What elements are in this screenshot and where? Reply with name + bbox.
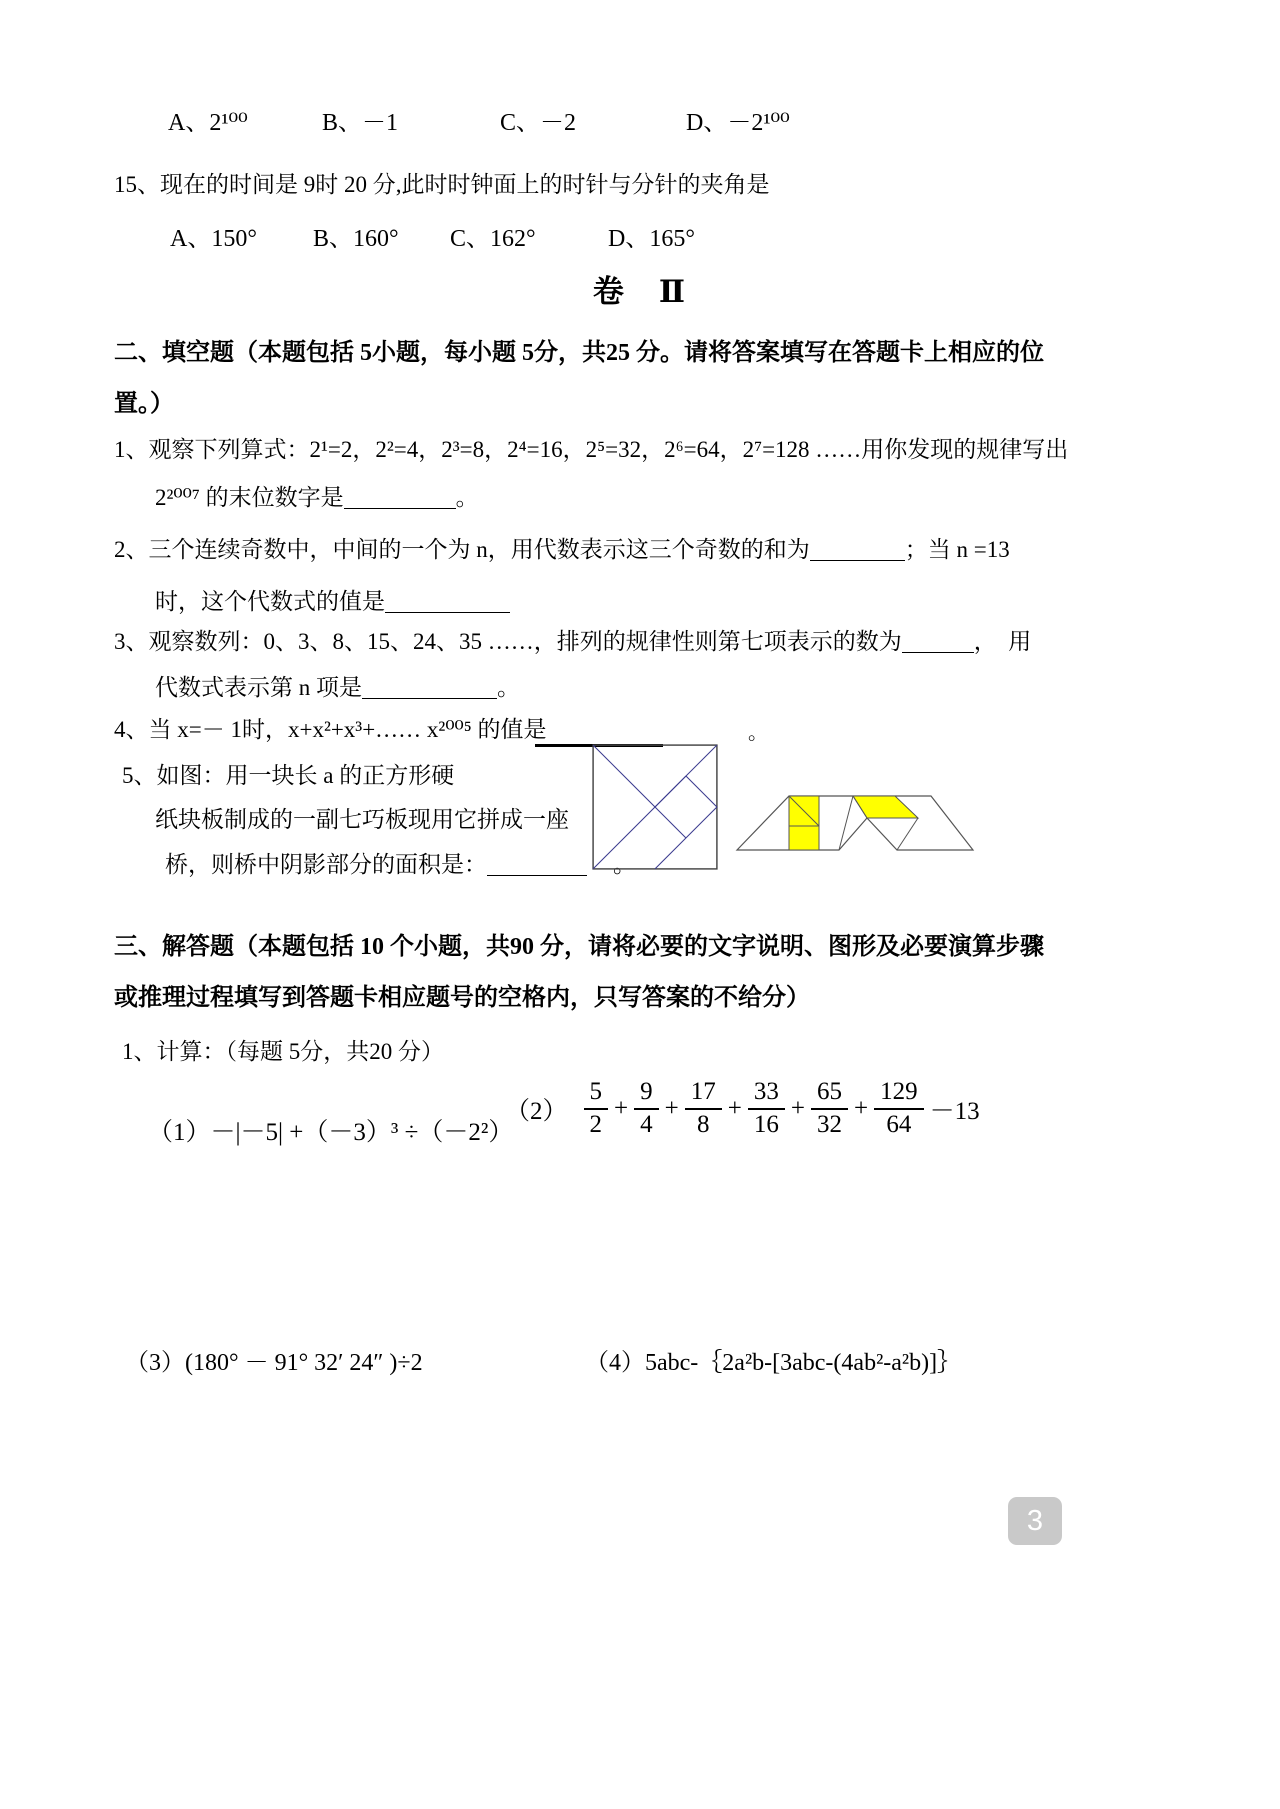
plus-operator: + <box>727 1094 742 1122</box>
q1-line2 <box>155 479 479 512</box>
q3-line1 <box>114 623 1031 656</box>
q15-option-d: D、165° <box>608 226 695 252</box>
q14-option-b: B、－1 <box>322 110 399 136</box>
q2-line1-tail: ；当 n =13 <box>904 537 1010 562</box>
q15-option-c: C、162° <box>450 226 536 252</box>
calc-3-label: （3） <box>125 1350 185 1376</box>
fraction-3-numerator: 33 <box>748 1078 785 1110</box>
fraction-5 <box>874 1078 924 1140</box>
q5-answer-blank <box>487 853 587 876</box>
q15-option-a: A、150° <box>170 226 257 252</box>
calc-3-expression: (180° － 91° 32′ 24″ )÷2 <box>185 1350 423 1376</box>
q5-line1: 5、如图：用一块长 a 的正方形硬 <box>122 763 455 788</box>
calc-2-label: （2） <box>505 1097 568 1125</box>
calc-1-expression: －|－5| +（－3）³ ÷（－2²） <box>210 1119 514 1146</box>
q2-line1 <box>114 531 1010 564</box>
tangram-square-figure <box>590 742 720 872</box>
fraction-2-denominator: 8 <box>696 1110 710 1138</box>
fraction-4-denominator: 32 <box>816 1110 842 1138</box>
q5-line2: 纸块板制成的一副七巧板现用它拼成一座 <box>155 807 569 832</box>
minus-tail-operator: －13 <box>929 1097 980 1125</box>
q5-line3 <box>165 846 636 879</box>
q4-period: 。 <box>748 722 768 744</box>
fraction-1 <box>634 1078 659 1140</box>
q3-line2-period: 。 <box>497 675 520 700</box>
fraction-1-denominator: 4 <box>640 1110 653 1138</box>
fraction-1-numerator: 9 <box>634 1078 659 1110</box>
tangram-cut-lines <box>593 745 717 869</box>
section3-heading-line1: 三、解答题（本题包括 10 个小题，共90 分，请将必要的文字说明、图形及必要演算步骤 <box>114 934 1044 960</box>
q1-line2-period: 。 <box>455 485 479 510</box>
fraction-5-numerator: 129 <box>874 1078 924 1110</box>
fraction-4-numerator: 65 <box>811 1078 848 1110</box>
q14-option-d: D、－2¹⁰⁰ <box>686 110 790 136</box>
calc-intro: 1、计算：（每题 5分，共20 分） <box>122 1039 444 1064</box>
q5-period: 。 <box>613 852 636 877</box>
bridge-shaded-triangle <box>789 826 819 850</box>
section2-heading-line2: 置。） <box>114 391 174 417</box>
tangram-square-svg <box>590 742 720 872</box>
q14-option-a: A、2¹⁰⁰ <box>168 110 248 136</box>
q14-option-c: C、－2 <box>500 110 577 136</box>
tangram-bridge-figure <box>735 756 975 858</box>
page-number-badge <box>1008 1497 1062 1545</box>
q5-line3-text: 桥，则桥中阴影部分的面积是： <box>165 852 487 877</box>
calc-item-2 <box>505 1078 984 1140</box>
q15-stem: 15、现在的时间是 9时 20 分,此时时钟面上的时针与分针的夹角是 <box>114 172 770 197</box>
q1-line2-text: 2²⁰⁰⁷ 的末位数字是 <box>155 485 344 510</box>
plus-operator: + <box>664 1094 679 1122</box>
q15-option-b: B、160° <box>313 226 399 252</box>
page-number: 3 <box>1026 1504 1044 1537</box>
calc-item-3 <box>125 1342 423 1377</box>
section2-heading-line1: 二、填空题（本题包括 5小题，每小题 5分，共25 分。请将答案填写在答题卡上相应的位 <box>114 340 1044 366</box>
plus-operator: + <box>853 1094 869 1122</box>
q3-line2-text: 代数式表示第 n 项是 <box>155 675 362 700</box>
plus-operator: + <box>614 1094 629 1122</box>
q3-line1-text: 3、观察数列：0、3、8、15、24、35 ……，排列的规律性则第七项表示的数为 <box>114 629 902 654</box>
fraction-4 <box>811 1078 848 1140</box>
calc-4-label: （4） <box>585 1350 645 1376</box>
fraction-5-denominator: 64 <box>886 1110 912 1138</box>
fraction-0-denominator: 2 <box>589 1110 603 1138</box>
fraction-3 <box>748 1078 785 1140</box>
calc-item-4 <box>585 1342 961 1377</box>
bridge-outline <box>737 796 973 850</box>
calc-1-label: （1） <box>148 1119 211 1146</box>
fraction-0 <box>584 1078 609 1140</box>
q2-line1-text: 2、三个连续奇数中，中间的一个为 n，用代数表示这三个奇数的和为 <box>114 537 810 562</box>
fraction-0-numerator: 5 <box>584 1078 609 1110</box>
q1-answer-blank <box>344 486 456 509</box>
plus-operator: + <box>790 1094 805 1122</box>
q2-value-blank <box>385 590 510 613</box>
volume-title: 卷 Ⅱ <box>592 274 688 309</box>
q2-line2-text: 时，这个代数式的值是 <box>155 589 385 614</box>
q3-line1-tail: ， 用 <box>973 629 1032 654</box>
q2-sum-blank <box>810 538 905 561</box>
fraction-2 <box>685 1078 722 1140</box>
q3-seventh-term-blank <box>902 630 974 653</box>
q4-line: 4、当 x=－ 1时，x+x²+x³+…… x²⁰⁰⁵ 的值是 <box>114 717 547 742</box>
calc-4-expression: 5abc-｛2a²b-[3abc-(4ab²-a²b)]｝ <box>645 1350 962 1376</box>
q3-nth-term-blank <box>362 676 497 699</box>
calc-item-1 <box>148 1112 513 1148</box>
fraction-2-numerator: 17 <box>685 1078 722 1110</box>
q2-line2 <box>155 583 510 616</box>
tangram-bridge-svg <box>735 756 975 858</box>
section3-heading-line2: 或推理过程填写到答题卡相应题号的空格内，只写答案的不给分） <box>114 985 810 1011</box>
q3-line2 <box>155 669 520 702</box>
fraction-3-denominator: 16 <box>753 1110 779 1138</box>
q1-line1: 1、观察下列算式：2¹=2，2²=4，2³=8，2⁴=16，2⁵=32，2⁶=64，2⁷=128 ……用你发现的规律写出 <box>114 437 1069 462</box>
